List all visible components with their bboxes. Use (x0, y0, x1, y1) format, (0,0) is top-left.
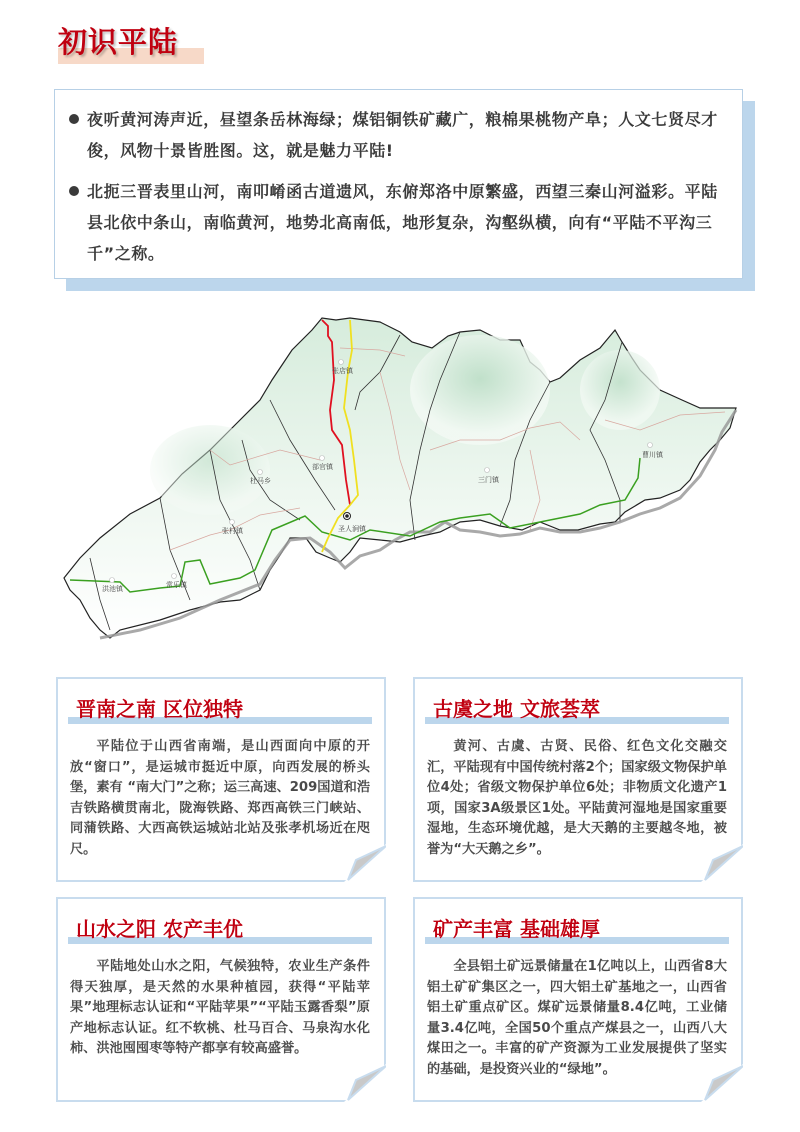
card-body: 平陆地处山水之阳，气候独特，农业生产条件得天独厚，是天然的水果种植园，获得“平陆苹果”地理标志认证和“平陆苹果”“平陆玉露香梨”原产地标志认证。红不软桃、杜马百合、马泉沟水化柿、洪池囤囤枣等特产都享有较高盛誉。 (70, 959, 370, 1056)
info-card-location (56, 677, 386, 882)
info-card-minerals (413, 897, 743, 1102)
intro-text: 夜听黄河涛声近，昼望条岳林海绿；煤铝铜铁矿藏广，粮棉果桃物产阜；人文七贤尽才俊，风物十景皆胜图。这，就是魅力平陆! (87, 110, 718, 160)
info-card-culture (413, 677, 743, 882)
card-title: 矿产丰富 基础雄厚 (433, 917, 600, 941)
page-title-block (58, 22, 178, 62)
page-curl-icon (344, 844, 386, 882)
card-title: 晋南之南 区位独特 (76, 697, 243, 721)
map-label-hongchi: 洪池镇 (102, 585, 123, 593)
map-label-zhangdian: 张店镇 (332, 367, 353, 375)
card-title: 古虞之地 文旅荟萃 (433, 697, 600, 721)
card-body: 全县铝土矿远景储量在1亿吨以上，山西省8大铝土矿矿集区之一，四大铝土矿基地之一，山西省铝土矿重点矿区。煤矿远景储量8.4亿吨，工业储量3.4亿吨，全国50个重点产煤县之一，山西八大煤田之一。丰富的矿产资源为工业发展提供了坚实的基础，是投资兴业的“绿地”。 (427, 959, 727, 1077)
card-title: 山水之阳 农产丰优 (76, 917, 243, 941)
bullet-icon (69, 186, 79, 196)
map-label-shengrenjian: 圣人涧镇 (338, 525, 366, 533)
card-header (425, 697, 729, 725)
card-header (68, 917, 372, 945)
map-label-buguan: 部官镇 (312, 463, 333, 471)
map-label-sanmen: 三门镇 (478, 476, 499, 484)
card-body: 黄河、古虞、古贤、民俗、红色文化交融交汇，平陆现有中国传统村落2个；国家级文物保护单位4处；省级文物保护单位6处；非物质文化遗产1项，国家3A级景区1处。平陆黄河湿地是国家重要湿地，生态环境优越，是大天鹅的主要越冬地，被誉为“大天鹅之乡”。 (427, 739, 727, 857)
page-curl-icon (701, 844, 743, 882)
map-label-caochuan: 曹川镇 (642, 451, 663, 459)
bullet-icon (69, 114, 79, 124)
card-header (68, 697, 372, 725)
page-curl-icon (701, 1064, 743, 1102)
intro-list-item (67, 104, 728, 166)
map-label-zhangcun: 张村镇 (222, 527, 243, 535)
intro-list-item (67, 176, 728, 269)
page-title: 初识平陆 (58, 25, 179, 59)
card-header (425, 917, 729, 945)
info-card-agriculture (56, 897, 386, 1102)
card-body: 平陆位于山西省南端，是山西面向中原的开放“窗口”，是运城市挺近中原，向西发展的桥头堡，素有 “南大门”之称；运三高速、209国道和浩吉铁路横贯南北，陇海铁路、郑西高铁三门峡站、同蒲铁路、大西高铁运城站北站及张孝机场近在咫尺。 (70, 739, 371, 857)
county-map (60, 300, 760, 640)
map-label-changle: 常乐镇 (166, 581, 187, 589)
intro-box (54, 89, 743, 279)
map-label-duma: 杜马乡 (250, 477, 271, 485)
page-curl-icon (344, 1064, 386, 1102)
map-graphic (60, 300, 760, 640)
intro-text: 北扼三晋表里山河，南叩崤函古道遗风，东俯郑洛中原繁盛，西望三秦山河溢彩。平陆县北依中条山，南临黄河，地势北高南低，地形复杂，沟壑纵横，向有“平陆不平沟三千”之称。 (87, 182, 718, 263)
